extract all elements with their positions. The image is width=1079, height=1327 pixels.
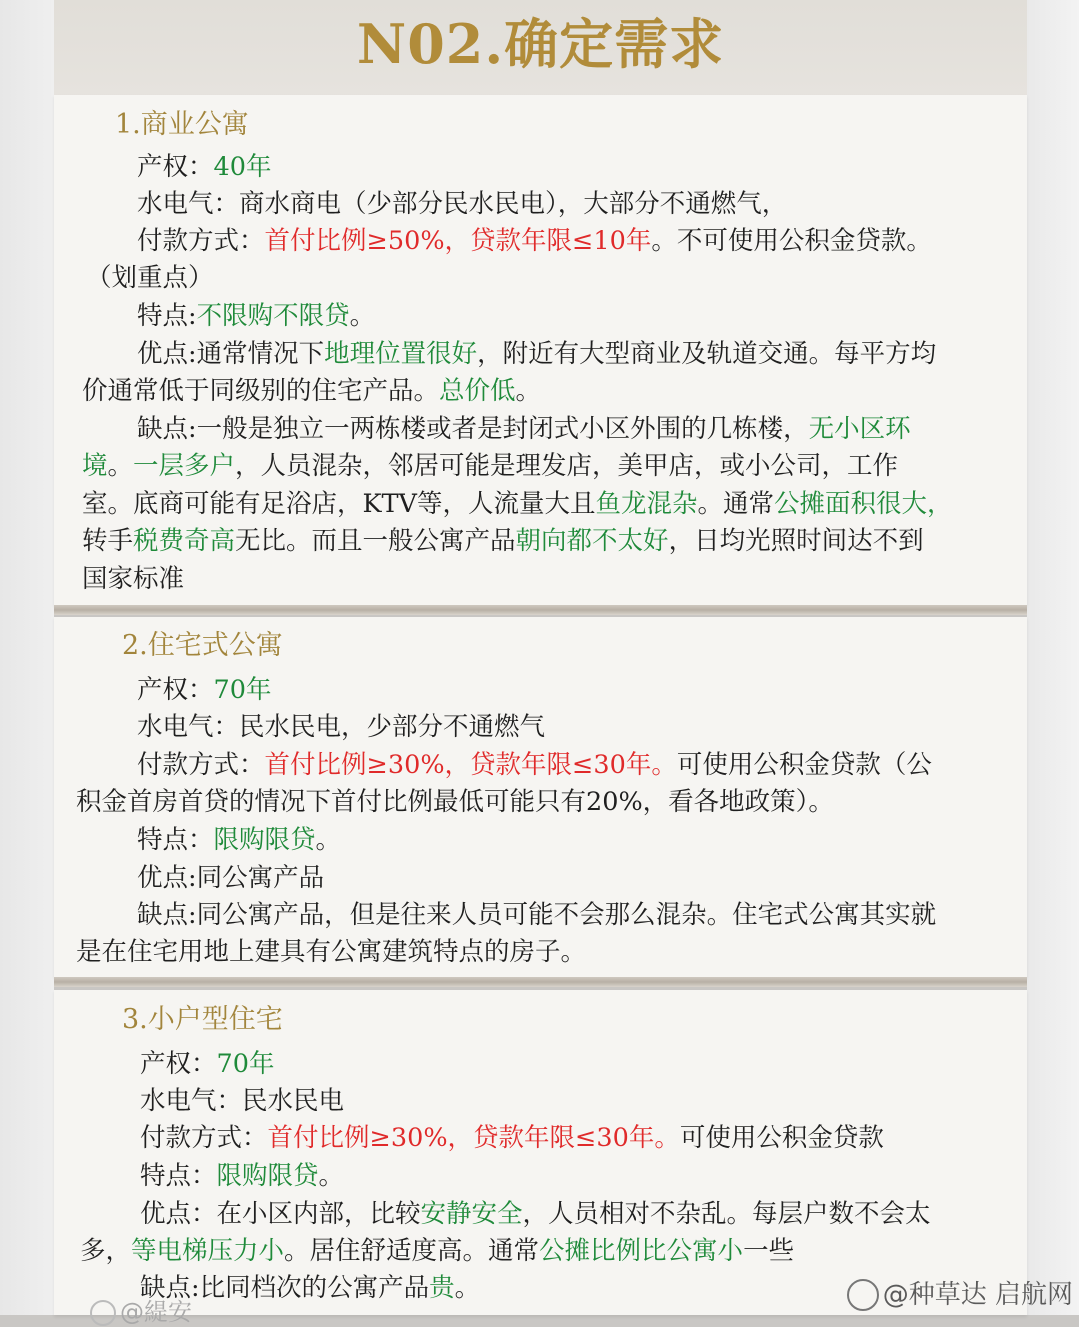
cons-line-4: 转手税费奇高无比。而且一般公寓产品朝向都不太好，日均光照时间达不到 [82,526,924,556]
right-margin [1027,0,1079,1315]
section-title: 1.商业公寓 [115,109,249,140]
utilities-line: 水电气：民水民电 [140,1086,345,1116]
pros-line-2: 多，等电梯压力小。居住舒适度高。通常公摊比例比公寓小一些 [80,1236,795,1266]
payment-note: 积金首房首贷的情况下首付比例最低可能只有20%，看各地政策）。 [76,787,834,817]
left-margin [0,0,54,1315]
cons-line-2: 境。一层多户，人员混杂，邻居可能是理发店，美甲店，或小公司，工作 [82,451,899,481]
pros-line: 优点:同公寓产品 [137,863,325,893]
cons-line-2: 是在住宅用地上建具有公寓建筑特点的房子。 [76,937,587,967]
cons-line-5: 国家标准 [82,564,185,594]
property-line: 产权：40年 [137,152,272,182]
feature-line: 特点：限购限贷。 [140,1161,345,1191]
feature-line: 特点：限购限贷。 [137,825,342,855]
payment-note: （划重点） [86,263,214,293]
divider [54,977,1027,987]
cons-line-3: 室。底商可能有足浴店，KTV等，人流量大且鱼龙混杂。通常公摊面积很大， [82,489,953,519]
divider [54,605,1027,615]
weibo-logo-icon [847,1279,879,1311]
property-line: 产权：70年 [137,675,272,705]
section-title: 2.住宅式公寓 [122,630,283,661]
pros-line-2: 价通常低于同级别的住宅产品。总价低。 [82,376,542,406]
weibo-logo-icon [90,1300,116,1326]
pros-line-1: 优点:通常情况下地理位置很好，附近有大型商业及轨道交通。每平方均 [137,339,937,369]
section-title: 3.小户型住宅 [122,1004,283,1035]
payment-line: 付款方式：首付比例≥30%，贷款年限≤30年。可使用公积金贷款 [140,1123,884,1153]
payment-line: 付款方式：首付比例≥50%，贷款年限≤10年。不可使用公积金贷款。 [137,226,932,256]
utilities-line: 水电气：商水商电（少部分民水民电），大部分不通燃气， [137,189,788,219]
cons-line-1: 缺点:同公寓产品，但是往来人员可能不会那么混杂。住宅式公寓其实就 [137,900,937,930]
cons-line: 缺点:比同档次的公寓产品贵。 [140,1273,481,1303]
page-title: N02.确定需求 [356,12,725,76]
utilities-line: 水电气：民水民电，少部分不通燃气 [137,712,546,742]
cons-line-1: 缺点:一般是独立一两栋楼或者是封闭式小区外围的几栋楼，无小区环 [137,414,911,444]
payment-line: 付款方式：首付比例≥30%，贷款年限≤30年。可使用公积金贷款（公 [137,750,932,780]
watermark: @种草达 启航网 [847,1274,1073,1312]
header [54,0,1027,95]
feature-line: 特点:不限购不限贷。 [137,301,376,331]
pros-line-1: 优点：在小区内部，比较安静安全，人员相对不杂乱。每层户数不会太 [140,1199,931,1229]
watermark-bottom-left: @緹安 [90,1292,192,1327]
property-line: 产权：70年 [140,1049,275,1079]
